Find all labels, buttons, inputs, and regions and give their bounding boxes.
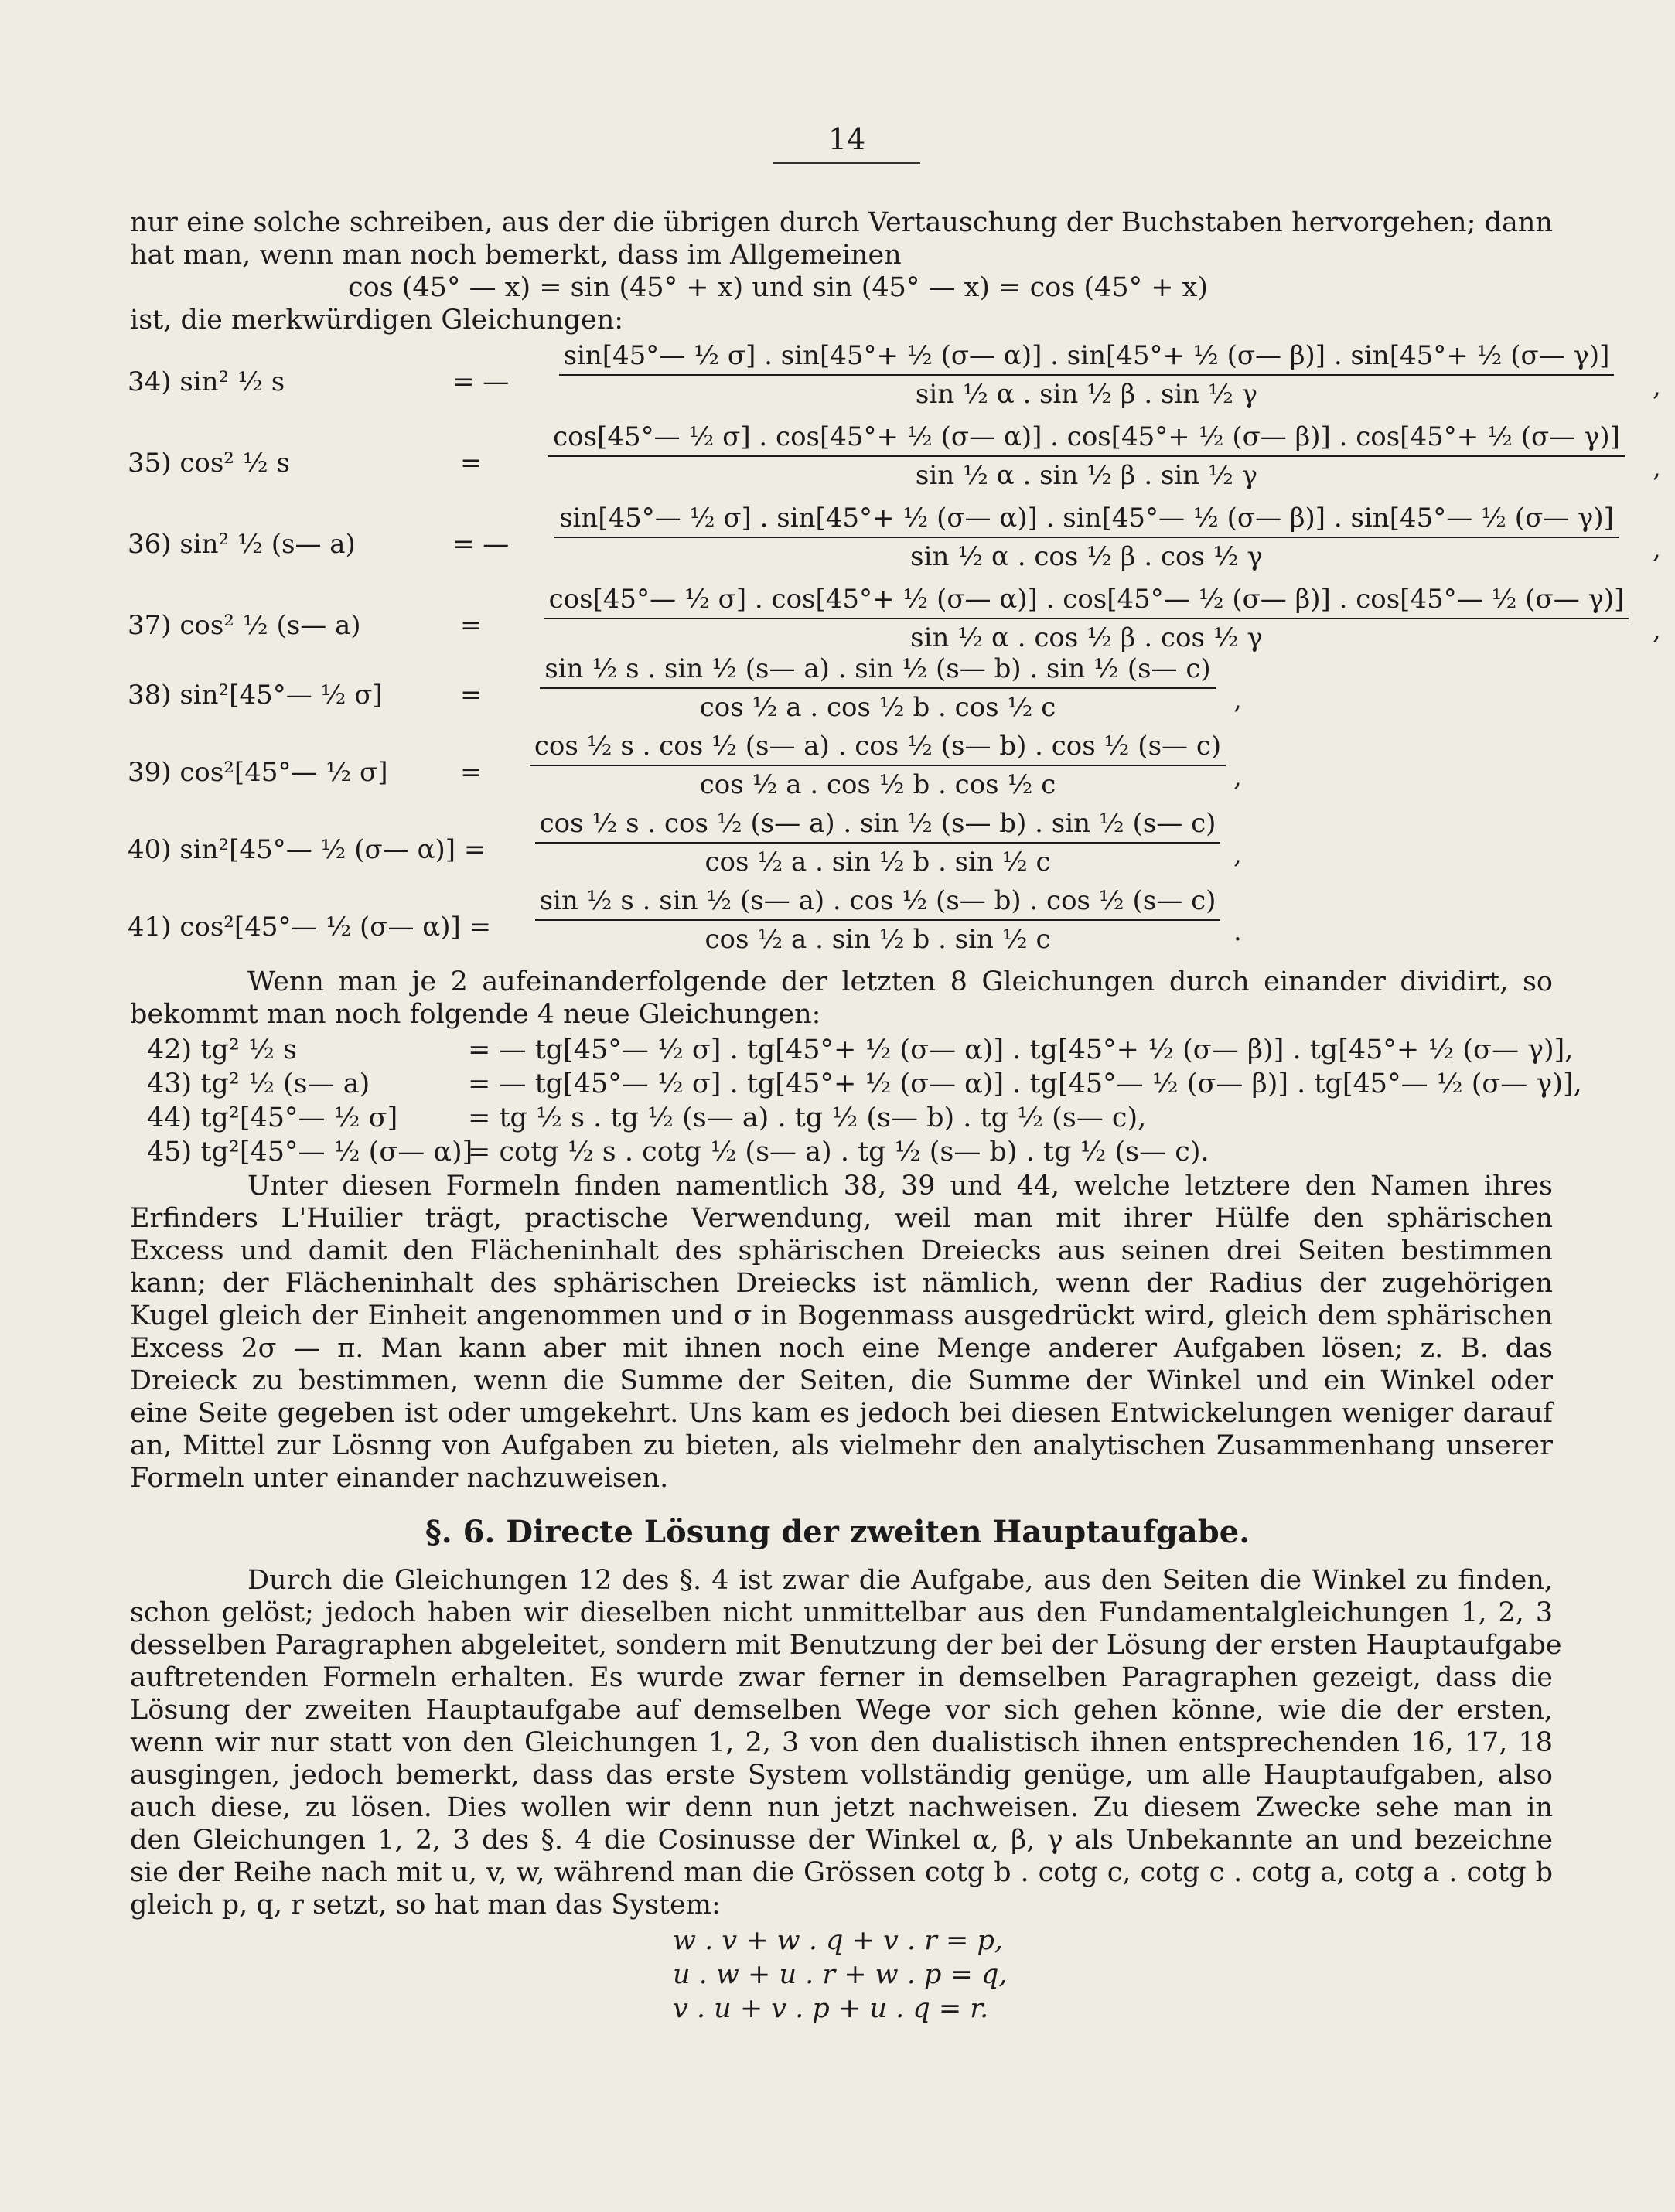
intro-line-4: ist, die merkwürdigen Gleichungen:	[130, 305, 624, 336]
fraction	[530, 731, 1226, 800]
numerator: sin ½ s . sin ½ (s— a) . cos ½ (s— b) . cos ½ (s— c)	[535, 885, 1221, 921]
para2-line-4: auftretenden Formeln erhalten. Es wurde zwar ferner in demselben Paragraphen gezeigt, dass die	[130, 1662, 1553, 1693]
equation-label: 41) cos²[45°— ½ (σ— α)] =	[128, 912, 492, 942]
fraction	[526, 421, 1647, 491]
denominator: cos ½ a . sin ½ b . sin ½ c	[704, 924, 1051, 955]
page-number: 14	[773, 122, 920, 164]
equation-sign: = —	[452, 529, 510, 560]
fraction	[530, 653, 1226, 723]
equation-label: 35) cos² ½ s	[128, 448, 290, 479]
system-equation-2: u . w + u . r + w . p = q,	[673, 1959, 1008, 1990]
denominator: cos ½ a . sin ½ b . sin ½ c	[704, 847, 1051, 878]
equation-sign: =	[460, 680, 483, 711]
numerator: cos[45°— ½ σ] . cos[45°+ ½ (σ— α)] . cos[45°+ ½ (σ— β)] . cos[45°+ ½ (σ— γ)]	[548, 421, 1625, 457]
intro-line-2: hat man, wenn man noch bemerkt, dass im Allgemeinen	[130, 240, 902, 271]
para1-line-4: kann; der Flächeninhalt des sphärischen Dreiecks ist nämlich, wenn der Radius der zugehörigen	[130, 1268, 1553, 1299]
equation-label: 36) sin² ½ (s— a)	[128, 529, 356, 560]
tg-equation-rhs-42: = — tg[45°— ½ σ] . tg[45°+ ½ (σ— α)] . tg[45°+ ½ (σ— β)] . tg[45°+ ½ (σ— γ)],	[468, 1034, 1574, 1065]
numerator: cos ½ s . cos ½ (s— a) . cos ½ (s— b) . cos ½ (s— c)	[530, 731, 1226, 766]
para2-line-8: auch diese, zu lösen. Dies wollen wir denn nun jetzt nachweisen. Zu diesem Zwecke sehe man in	[130, 1792, 1553, 1823]
equation-punct: ,	[1653, 452, 1661, 483]
numerator: cos ½ s . cos ½ (s— a) . sin ½ (s— b) . sin ½ (s— c)	[535, 808, 1221, 844]
fraction	[530, 885, 1226, 955]
section-heading: §. 6. Directe Lösung der zweiten Hauptaufgabe.	[425, 1514, 1250, 1550]
denominator: cos ½ a . cos ½ b . cos ½ c	[699, 692, 1056, 723]
numerator: cos[45°— ½ σ] . cos[45°+ ½ (σ— α)] . cos[45°— ½ (σ— β)] . cos[45°— ½ (σ— γ)]	[544, 584, 1629, 619]
equation-label: 39) cos²[45°— ½ σ]	[128, 757, 388, 788]
fraction	[526, 584, 1647, 653]
tg-equation-label-44: 44) tg²[45°— ½ σ]	[147, 1103, 398, 1133]
middle-line-1: Wenn man je 2 aufeinanderfolgende der letzten 8 Gleichungen durch einander dividirt, so	[247, 966, 1553, 997]
para2-line-6: wenn wir nur statt von den Gleichungen 1, 2, 3 von den dualistisch ihnen entsprechenden 16, 17, 18	[130, 1727, 1553, 1758]
denominator: sin ½ α . cos ½ β . cos ½ γ	[910, 541, 1263, 572]
tg-equation-label-43: 43) tg² ½ (s— a)	[147, 1069, 370, 1099]
intro-formula: cos (45° — x) = sin (45° + x) und sin (45° — x) = cos (45° + x)	[348, 272, 1209, 303]
para1-line-2: Erfinders L'Huilier trägt, practische Verwendung, weil man mit ihrer Hülfe den sphärischen	[130, 1203, 1553, 1234]
numerator: sin[45°— ½ σ] . sin[45°+ ½ (σ— α)] . sin[45°+ ½ (σ— β)] . sin[45°+ ½ (σ— γ)]	[559, 340, 1615, 376]
equation-punct: .	[1233, 916, 1242, 947]
equation-sign: =	[460, 610, 483, 641]
equation-label: 38) sin²[45°— ½ σ]	[128, 680, 383, 711]
equation-punct: ,	[1233, 762, 1242, 792]
system-equation-1: w . v + w . q + v . r = p,	[673, 1925, 1003, 1956]
equation-punct: ,	[1653, 615, 1661, 646]
denominator: sin ½ α . cos ½ β . cos ½ γ	[910, 622, 1263, 653]
fraction	[526, 503, 1647, 572]
fraction	[526, 340, 1647, 410]
fraction	[530, 808, 1226, 878]
para1-line-8: eine Seite gegeben ist oder umgekehrt. Uns kam es jedoch bei diesen Entwickelungen weniger darauf	[130, 1398, 1553, 1429]
para2-line-2: schon gelöst; jedoch haben wir dieselben nicht unmittelbar aus den Fundamentalgleichungen 1, 2, 3	[130, 1597, 1553, 1628]
tg-equation-label-45: 45) tg²[45°— ½ (σ— α)]	[147, 1137, 473, 1167]
denominator: cos ½ a . cos ½ b . cos ½ c	[699, 769, 1056, 800]
para2-line-11: gleich p, q, r setzt, so hat man das System:	[130, 1890, 721, 1921]
equation-punct: ,	[1233, 839, 1242, 870]
equation-punct: ,	[1233, 684, 1242, 715]
para1-line-1: Unter diesen Formeln finden namentlich 38, 39 und 44, welche letztere den Namen ihres	[247, 1171, 1553, 1201]
equation-punct: ,	[1653, 533, 1661, 564]
para1-line-5: Kugel gleich der Einheit angenommen und σ in Bogenmass ausgedrückt wird, gleich dem sphärischen	[130, 1300, 1553, 1331]
intro-line-1: nur eine solche schreiben, aus der die übrigen durch Vertauschung der Buchstaben hervorgehen; dann	[130, 207, 1553, 238]
para2-line-1: Durch die Gleichungen 12 des §. 4 ist zwar die Aufgabe, aus den Seiten die Winkel zu finden,	[247, 1565, 1553, 1596]
equation-punct: ,	[1653, 371, 1661, 402]
para1-line-7: Dreieck zu bestimmen, wenn die Summe der Seiten, die Summe der Winkel und ein Winkel oder	[130, 1365, 1553, 1396]
para2-line-5: Lösung der zweiten Hauptaufgabe auf demselben Wege vor sich gehen könne, wie die der ersten,	[130, 1695, 1553, 1726]
para2-line-7: ausgingen, jedoch bemerkt, dass das erste System vollständig genüge, um alle Hauptaufgaben, also	[130, 1760, 1553, 1791]
equation-sign: =	[460, 757, 483, 788]
numerator: sin ½ s . sin ½ (s— a) . sin ½ (s— b) . sin ½ (s— c)	[540, 653, 1215, 689]
para1-line-3: Excess und damit den Flächeninhalt des sphärischen Dreiecks aus seinen drei Seiten bestimmen	[130, 1236, 1553, 1266]
denominator: sin ½ α . sin ½ β . sin ½ γ	[915, 379, 1258, 410]
tg-equation-rhs-45: = cotg ½ s . cotg ½ (s— a) . tg ½ (s— b) . tg ½ (s— c).	[468, 1137, 1209, 1167]
denominator: sin ½ α . sin ½ β . sin ½ γ	[915, 460, 1258, 491]
para2-line-9: den Gleichungen 1, 2, 3 des §. 4 die Cosinusse der Winkel α, β, γ als Unbekannte an und bezeichne	[130, 1825, 1553, 1856]
equation-label: 37) cos² ½ (s— a)	[128, 610, 361, 641]
para2-line-3: desselben Paragraphen abgeleitet, sondern mit Benutzung der bei der Lösung der ersten Hauptaufgabe	[130, 1630, 1562, 1661]
numerator: sin[45°— ½ σ] . sin[45°+ ½ (σ— α)] . sin[45°— ½ (σ— β)] . sin[45°— ½ (σ— γ)]	[554, 503, 1619, 538]
tg-equation-rhs-44: = tg ½ s . tg ½ (s— a) . tg ½ (s— b) . tg ½ (s— c),	[468, 1103, 1147, 1133]
equation-label: 40) sin²[45°— ½ (σ— α)] =	[128, 834, 486, 865]
para1-line-9: an, Mittel zur Lösnng von Aufgaben zu bieten, als vielmehr den analytischen Zusammenhang unserer	[130, 1430, 1553, 1461]
tg-equation-label-42: 42) tg² ½ s	[147, 1034, 297, 1065]
para2-line-10: sie der Reihe nach mit u, v, w, während man die Grössen cotg b . cotg c, cotg c . cotg a, cotg a . cotg b	[130, 1857, 1553, 1888]
middle-line-2: bekommt man noch folgende 4 neue Gleichungen:	[130, 999, 821, 1030]
para1-line-6: Excess 2σ — π. Man kann aber mit ihnen noch eine Menge anderer Aufgaben lösen; z. B. das	[130, 1333, 1553, 1364]
system-equation-3: v . u + v . p + u . q = r.	[673, 1993, 989, 2024]
equation-sign: =	[460, 448, 483, 479]
tg-equation-rhs-43: = — tg[45°— ½ σ] . tg[45°+ ½ (σ— α)] . tg[45°— ½ (σ— β)] . tg[45°— ½ (σ— γ)],	[468, 1069, 1582, 1099]
equation-label: 34) sin² ½ s	[128, 366, 285, 397]
equation-sign: = —	[452, 366, 510, 397]
para1-line-10: Formeln unter einander nachzuweisen.	[130, 1463, 669, 1494]
